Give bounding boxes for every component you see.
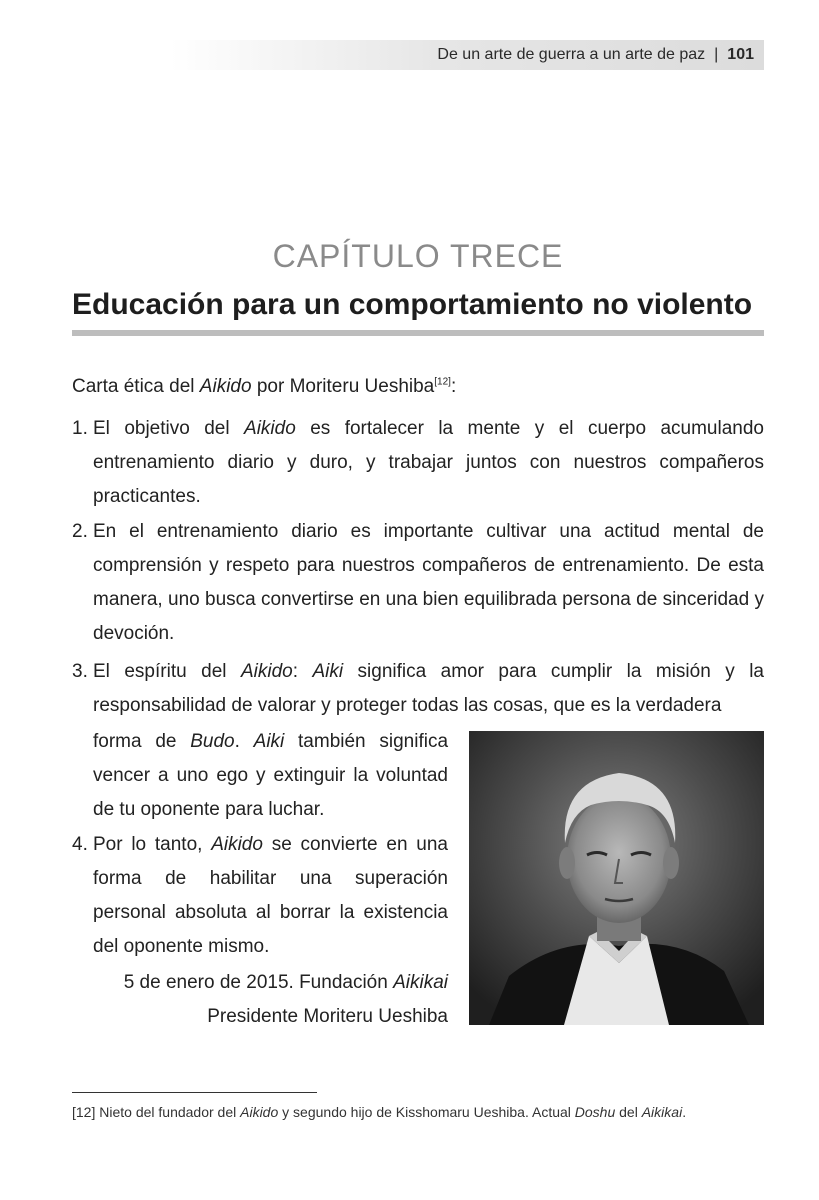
text-run: significa amor para cumplir la misión y la responsabilidad de valorar y proteger todas las cosas, que es la verdadera — [93, 661, 764, 716]
text-run: del — [615, 1104, 642, 1120]
running-header — [170, 40, 764, 70]
list-item — [72, 655, 764, 723]
list-item — [72, 828, 448, 964]
text-run: . — [234, 731, 254, 752]
chapter-label: CAPÍTULO TRECE — [272, 238, 564, 274]
italic-run: Budo — [190, 731, 235, 752]
list-item — [72, 515, 764, 651]
intro-aikido: Aikido — [199, 376, 252, 397]
text-run: y segundo hijo de Kisshomaru Ueshiba. Actual — [278, 1104, 575, 1120]
text-run: forma de — [93, 731, 191, 752]
list-item-continuation — [93, 725, 448, 827]
signature-name: Presidente Moriteru Ueshiba — [207, 1006, 448, 1027]
italic-run: Aikido — [211, 834, 263, 855]
text-run: es fortalecer la mente y el cuerpo acumulando entrenamiento diario y duro, y trabajar juntos con nuestros compañeros practicantes. — [93, 418, 764, 507]
italic-run: Aikikai — [641, 1104, 683, 1120]
text-run: El objetivo del — [93, 418, 245, 439]
footnote — [72, 1102, 772, 1122]
footnote-reference: [12] — [434, 376, 451, 388]
header-separator: | — [714, 46, 719, 63]
list-item-number: 1. — [72, 418, 88, 439]
text-run: : — [292, 661, 313, 682]
chapter-title: Educación para un comportamiento no violento — [72, 288, 764, 336]
intro-prefix: Carta ética del — [72, 376, 200, 397]
italic-run: Aikido — [240, 1104, 279, 1120]
footnote-marker: [12] — [72, 1104, 96, 1120]
list-item-number: 3. — [72, 661, 88, 682]
portrait-photo — [469, 731, 764, 1025]
italic-run: Doshu — [574, 1104, 616, 1120]
portrait-illustration — [469, 731, 764, 1025]
text-run: El espíritu del — [93, 661, 241, 682]
footnote-divider — [72, 1092, 317, 1093]
italic-run: Aikikai — [393, 972, 448, 993]
list-item — [72, 412, 764, 514]
intro-colon: : — [450, 376, 457, 397]
italic-run: Aiki — [312, 661, 344, 682]
running-title: De un arte de guerra a un arte de paz — [437, 46, 706, 63]
text-run: Nieto del fundador del — [95, 1104, 241, 1120]
list-item-text — [72, 655, 764, 723]
page-number: 101 — [727, 46, 754, 63]
text-run: se convierte en una forma de habilitar una superación personal absoluta al borrar la existencia del oponente mismo. — [93, 834, 448, 957]
intro-author: Moriteru Ueshiba — [289, 376, 435, 397]
text-run: Por lo tanto, — [93, 834, 212, 855]
italic-run: Aikido — [244, 418, 296, 439]
italic-run: Aikido — [240, 661, 293, 682]
text-run: 5 de enero de 2015. Fundación — [123, 972, 394, 993]
list-item-number: 2. — [72, 521, 88, 542]
intro-line — [72, 370, 764, 404]
signature-date — [72, 966, 448, 1000]
list-item-text — [72, 412, 764, 514]
list-item-text — [72, 828, 448, 964]
text-run: . — [682, 1104, 687, 1120]
list-item-number: 4. — [72, 834, 88, 855]
italic-run: Aiki — [253, 731, 285, 752]
intro-by: por — [251, 376, 290, 397]
text-run: también significa vencer a uno ego y extinguir la voluntad de tu oponente para luchar. — [93, 731, 449, 820]
list-item-text: En el entrenamiento diario es importante cultivar una actitud mental de comprensión y respeto para nuestros compañeros de entrenamiento. De esta manera, uno busca convertirse en una bien equilibrada persona de sinceridad y devoción. — [93, 521, 764, 644]
